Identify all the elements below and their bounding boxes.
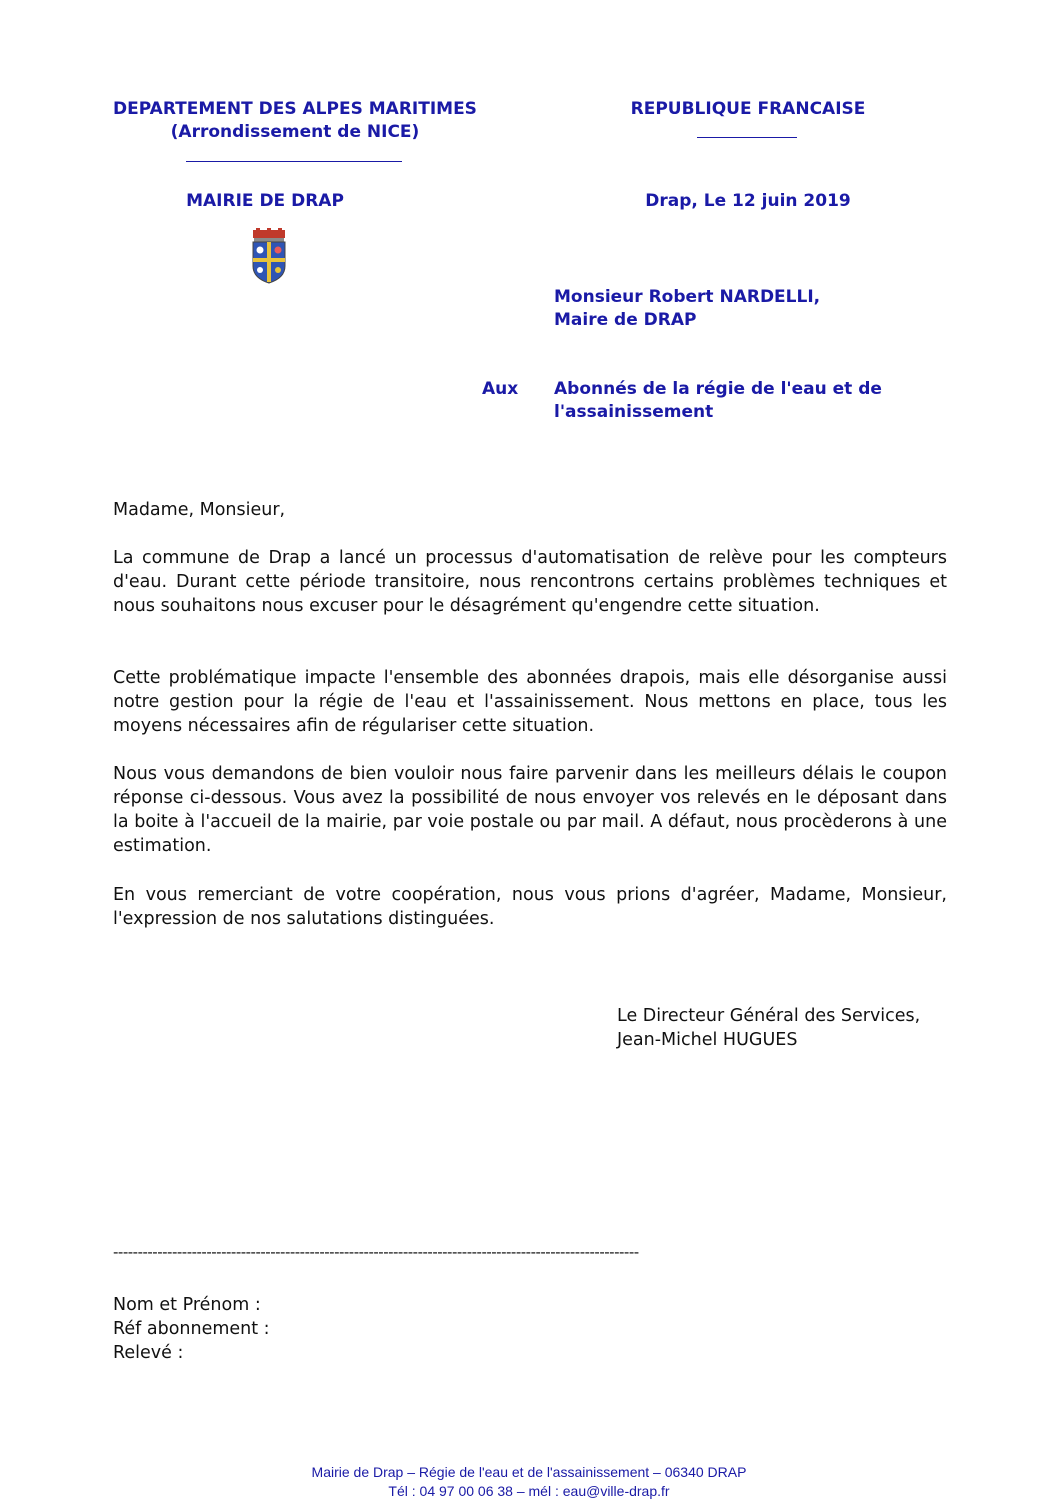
sender-name: Monsieur Robert NARDELLI, [554, 287, 821, 307]
coupon-cut-line: ----------------------------------------------------------------------------------------------------------- [113, 1243, 639, 1261]
recipient-line2: l'assainissement [554, 402, 714, 422]
footer-address: Mairie de Drap – Régie de l'eau et de l'assainissement – 06340 DRAP [311, 1464, 747, 1480]
letter-date: Drap, Le 12 juin 2019 [645, 191, 851, 211]
department-name: DEPARTEMENT DES ALPES MARITIMES [113, 99, 477, 119]
coupon-fields [113, 1293, 513, 1365]
footer-contact: Tél : 04 97 00 06 38 – mél : eau@ville-drap.fr [388, 1483, 670, 1499]
paragraph-4: En vous remerciant de votre coopération, nous vous prions d'agréer, Madame, Monsieur, l'expression de nos salutations distinguées. [113, 885, 947, 929]
signature-name: Jean-Michel HUGUES [617, 1030, 798, 1050]
mairie-name: MAIRIE DE DRAP [186, 191, 344, 211]
sender-title: Maire de DRAP [554, 310, 697, 330]
sender-block [554, 286, 914, 332]
page-footer [200, 1463, 858, 1501]
signature-role: Le Directeur Général des Services, [617, 1006, 921, 1026]
arrondissement: (Arrondissement de NICE) [170, 122, 420, 142]
field-ref-label: Réf abonnement : [113, 1319, 270, 1339]
department-heading [100, 98, 490, 144]
recipient-block [554, 378, 934, 424]
coat-of-arms-icon [250, 228, 288, 284]
left-header-rule [186, 161, 402, 162]
paragraph-2: Cette problématique impacte l'ensemble des abonnées drapois, mais elle désorganise aussi notre gestion pour la régie de l'eau et l'assainissement. Nous mettons en place, tous les moyens nécessaires afin de régulariser cette situation. [113, 668, 947, 736]
recipient-prefix: Aux [482, 379, 519, 399]
right-header-rule [697, 137, 797, 138]
field-name-label: Nom et Prénom : [113, 1295, 261, 1315]
recipient-line1: Abonnés de la régie de l'eau et de [554, 379, 882, 399]
field-releve-label: Relevé : [113, 1343, 184, 1363]
salutation: Madame, Monsieur, [113, 500, 286, 520]
signature-block [617, 1004, 977, 1052]
paragraph-1: La commune de Drap a lancé un processus d'automatisation de relève pour les compteurs d'eau. Durant cette période transitoire, nous rencontrons certains problèmes techniques et nous souhaitons nous excuser pour le désagrément qu'engendre cette situation. [113, 548, 947, 616]
paragraph-3: Nous vous demandons de bien vouloir nous faire parvenir dans les meilleurs délais le coupon réponse ci-dessous. Vous avez la possibilité de nous envoyer vos relevés en le déposant dans la boite à l'accueil de la mairie, par voie postale ou par mail. A défaut, nous procèderons à une estimation. [113, 764, 947, 856]
republic-heading: REPUBLIQUE FRANCAISE [630, 99, 866, 119]
